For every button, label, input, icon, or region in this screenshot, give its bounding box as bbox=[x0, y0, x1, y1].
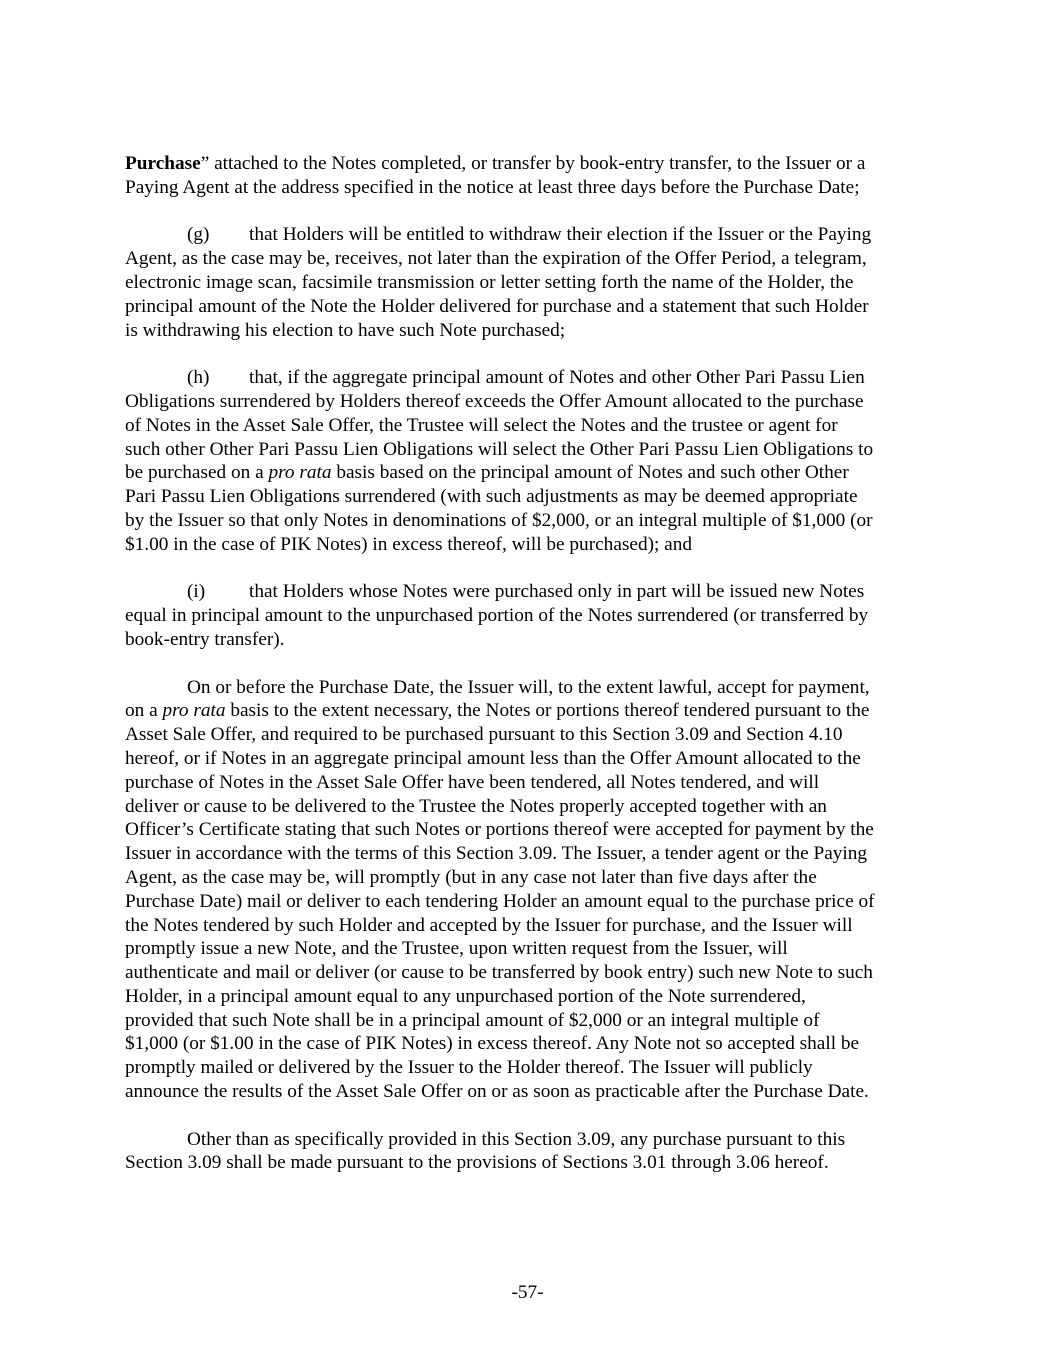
text-line: deliver or cause to be delivered to the Trustee the Notes properly accepted together with an bbox=[125, 795, 827, 817]
text-line: equal in principal amount to the unpurchased portion of the Notes surrendered (or transferred by bbox=[125, 605, 869, 627]
final-paragraph bbox=[125, 1128, 935, 1176]
text-line: Asset Sale Offer, and required to be purchased pursuant to this Section 3.09 and Section 4.10 bbox=[125, 724, 843, 746]
text-line: $1,000 (or $1.00 in the case of PIK Notes) in excess thereof. Any Note not so accepted shall be bbox=[125, 1033, 860, 1055]
clause-g bbox=[125, 223, 935, 342]
italic-term: pro rata bbox=[162, 700, 226, 722]
text-line: Officer’s Certificate stating that such Notes or portions thereof were accepted for payment by the bbox=[125, 819, 874, 841]
clause-h bbox=[125, 366, 935, 556]
text-line: is withdrawing his election to have such Note purchased; bbox=[125, 319, 566, 341]
text-line: promptly mailed or delivered by the Issuer to the Holder thereof. The Issuer will publicly bbox=[125, 1057, 813, 1079]
text-line: that, if the aggregate principal amount of Notes and other Other Pari Passu Lien bbox=[249, 367, 865, 389]
text-segment: basis to the extent necessary, the Notes or portions thereof tendered pursuant to the bbox=[225, 700, 870, 722]
text-line: by the Issuer so that only Notes in denominations of $2,000, or an integral multiple of $1,000 (or bbox=[125, 509, 873, 531]
text-line: Issuer in accordance with the terms of this Section 3.09. The Issuer, a tender agent or the Paying bbox=[125, 843, 868, 865]
text-line: Holder, in a principal amount equal to any unpurchased portion of the Note surrendered, bbox=[125, 985, 806, 1007]
text-line: the Notes tendered by such Holder and accepted by the Issuer for purchase, and the Issuer will bbox=[125, 914, 853, 936]
clause-first-line bbox=[125, 580, 935, 604]
text-line: book-entry transfer). bbox=[125, 628, 285, 650]
text-line: Other than as specifically provided in this Section 3.09, any purchase pursuant to this bbox=[187, 1128, 846, 1150]
italic-term: pro rata bbox=[268, 462, 332, 484]
clause-label: (h) bbox=[187, 367, 210, 389]
text-line: ” attached to the Notes completed, or transfer by book-entry transfer, to the Issuer or a bbox=[200, 153, 866, 174]
bold-term: Purchase bbox=[125, 153, 201, 174]
clause-label: (i) bbox=[187, 581, 206, 603]
document-body bbox=[125, 152, 935, 1199]
text-line: Pari Passu Lien Obligations surrendered (with such adjustments as may be deemed appropriate bbox=[125, 486, 858, 508]
text-segment: basis based on the principal amount of Notes and such other Other bbox=[331, 462, 849, 484]
clause-first-line bbox=[125, 366, 935, 390]
text-line: Paying Agent at the address specified in the notice at least three days before the Purchase Date; bbox=[125, 176, 860, 198]
clause-i bbox=[125, 580, 935, 651]
text-line: authenticate and mail or deliver (or cause to be transferred by book entry) such new Note to such bbox=[125, 962, 873, 984]
text-line: provided that such Note shall be in a principal amount of $2,000 or an integral multiple of bbox=[125, 1009, 820, 1031]
page-number: -57- bbox=[511, 1282, 544, 1303]
purchase-paragraph bbox=[125, 676, 935, 1104]
text-line: hereof, or if Notes in an aggregate principal amount less than the Offer Amount allocated to the bbox=[125, 747, 861, 769]
text-line: $1.00 in the case of PIK Notes) in excess thereof, will be purchased); and bbox=[125, 533, 693, 555]
intro-paragraph bbox=[125, 152, 935, 200]
text-line: announce the results of the Asset Sale Offer on or as soon as practicable after the Purchase Date. bbox=[125, 1081, 869, 1103]
text-line: Purchase Date) mail or deliver to each tendering Holder an amount equal to the purchase price of bbox=[125, 890, 875, 912]
text-line bbox=[125, 699, 935, 723]
text-segment: be purchased on a bbox=[125, 462, 269, 484]
text-line: Obligations surrendered by Holders thereof exceeds the Offer Amount allocated to the purchase bbox=[125, 390, 864, 412]
text-line: Agent, as the case may be, receives, not later than the expiration of the Offer Period, a telegram, bbox=[125, 248, 867, 270]
text-line: principal amount of the Note the Holder delivered for purchase and a statement that such Holder bbox=[125, 295, 869, 317]
text-line: Agent, as the case may be, will promptly (but in any case not later than five days after the bbox=[125, 866, 817, 888]
text-line bbox=[125, 152, 935, 176]
text-line: purchase of Notes in the Asset Sale Offer have been tendered, all Notes tendered, and will bbox=[125, 771, 820, 793]
text-line: of Notes in the Asset Sale Offer, the Trustee will select the Notes and the trustee or agent for bbox=[125, 414, 838, 436]
text-line: On or before the Purchase Date, the Issuer will, to the extent lawful, accept for payment, bbox=[187, 676, 870, 698]
text-line: electronic image scan, facsimile transmission or letter setting forth the name of the Holder, the bbox=[125, 271, 854, 293]
text-segment: on a bbox=[125, 700, 163, 722]
text-line bbox=[125, 461, 935, 485]
clause-label: (g) bbox=[187, 224, 210, 246]
text-line: that Holders will be entitled to withdraw their election if the Issuer or the Paying bbox=[249, 224, 872, 246]
text-line: that Holders whose Notes were purchased only in part will be issued new Notes bbox=[249, 581, 865, 603]
text-line: promptly issue a new Note, and the Trustee, upon written request from the Issuer, will bbox=[125, 938, 788, 960]
text-line: such other Other Pari Passu Lien Obligations will select the Other Pari Passu Lien Obligations to bbox=[125, 438, 874, 460]
text-line: Section 3.09 shall be made pursuant to the provisions of Sections 3.01 through 3.06 hereof. bbox=[125, 1152, 829, 1174]
clause-first-line bbox=[125, 223, 935, 247]
